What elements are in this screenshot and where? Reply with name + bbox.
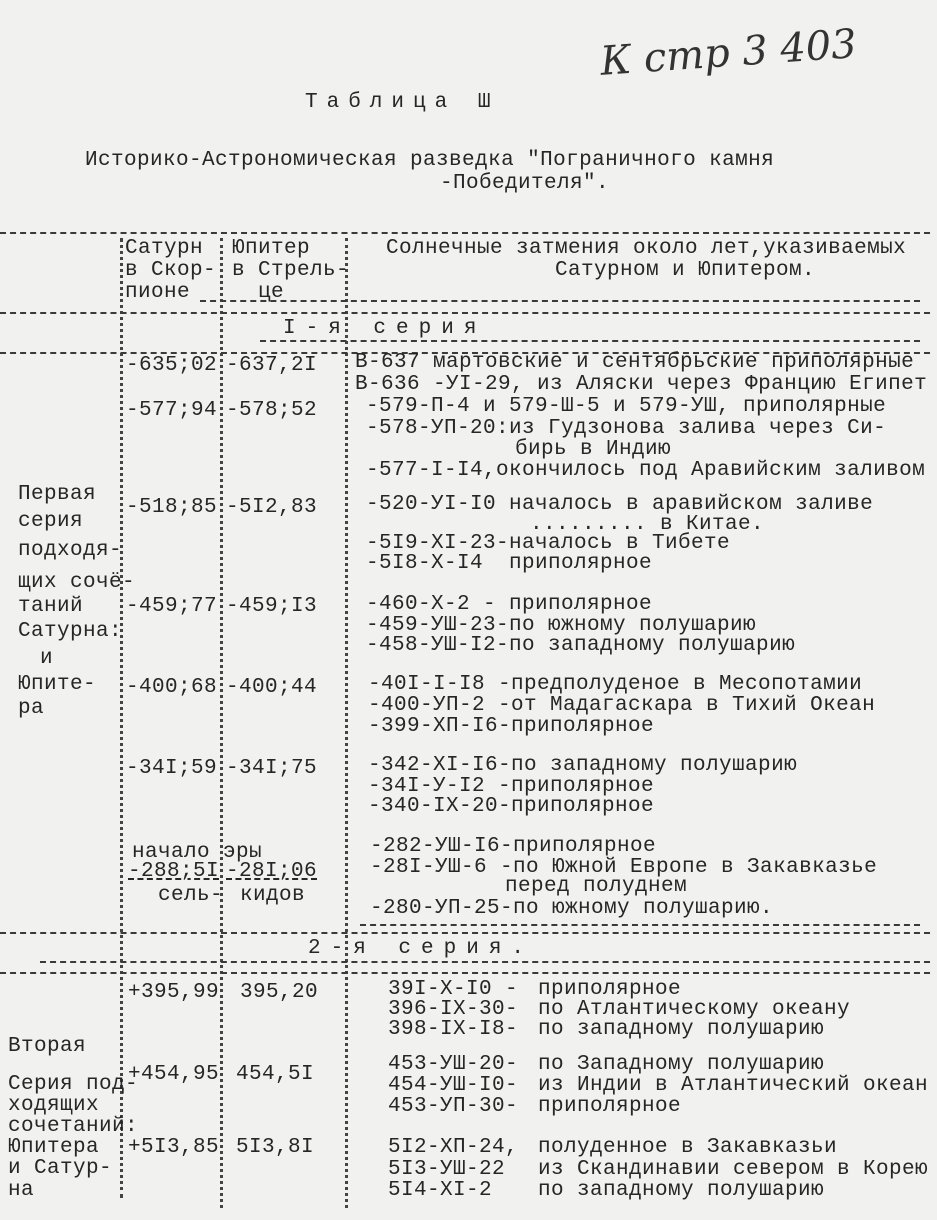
eclipse-desc: из Скандинавии севером в Корею xyxy=(538,1158,929,1181)
divider xyxy=(260,340,920,342)
eclipse-date: 454-УШ-I0- xyxy=(388,1074,519,1097)
eclipse-entry: -280-УП-25-по южному полушарию. xyxy=(370,897,774,920)
eclipse-date: 5I4-XI-2 xyxy=(388,1179,493,1202)
jupiter-value: 395,20 xyxy=(240,981,319,1004)
jupiter-value: 5I3,8I xyxy=(236,1136,315,1159)
label-line: и Сатур- xyxy=(8,1157,113,1180)
label-line: серия xyxy=(18,510,84,533)
divider xyxy=(200,300,920,302)
saturn-value: -288;5I xyxy=(128,860,220,883)
jupiter-value: -578;52 xyxy=(226,399,318,422)
eclipse-desc: по Атлантическому океану xyxy=(538,998,851,1021)
saturn-value: +5I3,85 xyxy=(128,1136,220,1159)
eclipse-desc: по западному полушарию xyxy=(538,1018,825,1041)
eclipse-entry: -578-УП-20:из Гудзонова залива через Си- xyxy=(366,417,887,440)
divider xyxy=(0,312,930,314)
eclipse-entry: бирь в Индию xyxy=(515,438,672,461)
eclipse-entry: -342-XI-I6-по западному полушарию xyxy=(368,754,798,777)
column-separator xyxy=(120,238,123,1198)
header-text: в Скор- xyxy=(125,259,217,282)
label-line: Юпите- xyxy=(18,673,97,696)
eclipse-entry: -399-XП-I6-приполярное xyxy=(368,715,655,738)
saturn-value: -400;68 xyxy=(126,676,218,699)
eclipse-entry: ......... в Китае. xyxy=(530,513,765,536)
eclipse-entry: -579-П-4 и 579-Ш-5 и 579-УШ, приполярные xyxy=(366,395,887,418)
eclipse-date: 398-IX-I8- xyxy=(388,1018,519,1041)
column-separator xyxy=(220,238,223,1208)
eclipse-entry: -5I8-X-I4 приполярное xyxy=(366,552,653,575)
jupiter-value: -459;I3 xyxy=(226,595,318,618)
header-text: це xyxy=(258,281,285,304)
eclipse-desc: полуденное в Закавказьи xyxy=(538,1136,838,1159)
saturn-value: -459;77 xyxy=(126,595,218,618)
header-text: в Стрель- xyxy=(232,259,350,282)
eclipse-date: 39I-X-I0 - xyxy=(388,978,519,1001)
label-line: и xyxy=(40,647,54,670)
label-line: щих сочё- xyxy=(18,571,136,594)
saturn-value: -34I;59 xyxy=(126,757,218,780)
header-text: Сатурном и Юпитером. xyxy=(555,259,816,282)
eclipse-entry: В-637 мартовские и сентябрьские приполярные xyxy=(355,351,915,374)
eclipse-desc: по западному полушарию xyxy=(538,1179,825,1202)
eclipse-entry: -282-УШ-I6-приполярное xyxy=(370,835,657,858)
column-separator xyxy=(345,238,348,1208)
header-text: Солнечные затмения около лет,указиваемых xyxy=(386,237,907,260)
jupiter-value: 454,5I xyxy=(236,1063,315,1086)
eclipse-entry: -460-X-2 - приполярное xyxy=(366,593,653,616)
eclipse-entry: -577-I-I4,окончилось под Аравийским заливом xyxy=(366,459,926,482)
header-text: Сатурн xyxy=(125,237,204,260)
label-line: Сатурна: xyxy=(18,620,123,643)
saturn-value: -577;94 xyxy=(126,399,218,422)
jupiter-value: -637,2I xyxy=(226,354,318,377)
series-1-heading: I-я серия xyxy=(283,317,487,340)
eclipse-entry: -520-УI-I0 началось в аравийском заливе xyxy=(366,493,874,516)
label-line: Юпитера xyxy=(8,1136,100,1159)
label-line: ра xyxy=(18,697,45,720)
divider xyxy=(0,972,930,974)
eclipse-entry: В-636 -УI-29, из Аляски через Францию Египет xyxy=(355,373,928,396)
eclipse-entry: -40I-I-I8 -предполуденое в Месопотамии xyxy=(368,673,863,696)
jupiter-value: -28I;06 xyxy=(226,860,318,883)
label-line: таний xyxy=(18,595,84,618)
jupiter-value: -5I2,83 xyxy=(226,496,318,519)
eclipse-desc: по Западному полушарию xyxy=(538,1053,825,1076)
eclipse-date: 5I3-УШ-22 xyxy=(388,1158,506,1181)
handwritten-annotation: К стр 3 403 xyxy=(598,21,859,85)
label-line: Первая xyxy=(18,483,97,506)
divider xyxy=(0,932,930,934)
eclipse-entry: -28I-УШ-6 -по Южной Европе в Закавказье xyxy=(370,856,878,879)
label-line: Вторая xyxy=(8,1035,87,1058)
header-text: Юпитер xyxy=(232,237,311,260)
eclipse-date: 453-УП-30- xyxy=(388,1095,519,1118)
divider xyxy=(0,232,930,234)
label-line: сочетаний: xyxy=(8,1115,139,1138)
divider xyxy=(360,924,920,926)
eclipse-date: 396-IX-30- xyxy=(388,998,519,1021)
eclipse-entry: -340-IX-20-приполярное xyxy=(368,795,655,818)
label-line: на xyxy=(8,1179,35,1202)
era-note: сель- xyxy=(158,884,224,907)
label-line: ходящих xyxy=(8,1094,100,1117)
eclipse-entry: -458-УШ-I2-по западному полушарию xyxy=(366,634,796,657)
saturn-value: +454,95 xyxy=(128,1063,220,1086)
eclipse-entry: перед полуднем xyxy=(505,875,688,898)
saturn-value: +395,99 xyxy=(128,981,220,1004)
eclipse-desc: из Индии в Атлантический океан xyxy=(538,1074,929,1097)
eclipse-desc: приполярное xyxy=(538,1095,682,1118)
subtitle-line-1: Историко-Астрономическая разведка "Пограничного камня xyxy=(85,149,775,172)
eclipse-entry: -400-УП-2 -от Мадагаскара в Тихий Океан xyxy=(368,694,876,717)
divider xyxy=(40,961,930,963)
header-text: пионе xyxy=(125,281,191,304)
label-line: Серия под- xyxy=(8,1073,139,1096)
saturn-value: -635;02 xyxy=(126,354,218,377)
series-2-heading: 2-я серия. xyxy=(308,937,535,960)
eclipse-entry: -5I9-XI-23-началось в Тибете xyxy=(366,532,731,555)
era-note: начало эры xyxy=(132,841,263,864)
jupiter-value: -400;44 xyxy=(226,676,318,699)
subtitle-line-2: -Победителя". xyxy=(440,172,610,195)
eclipse-date: 453-УШ-20- xyxy=(388,1053,519,1076)
eclipse-entry: -459-УШ-23-по южному полушарию xyxy=(366,614,757,637)
eclipse-entry: -34I-У-I2 -приполярное xyxy=(368,775,655,798)
saturn-value: -518;85 xyxy=(126,496,218,519)
table-title: Таблица Ш xyxy=(305,91,500,114)
era-note: кидов xyxy=(240,884,306,907)
eclipse-date: 5I2-XП-24, xyxy=(388,1136,519,1159)
eclipse-desc: приполярное xyxy=(538,978,682,1001)
jupiter-value: -34I;75 xyxy=(226,757,318,780)
label-line: подходя- xyxy=(18,539,123,562)
